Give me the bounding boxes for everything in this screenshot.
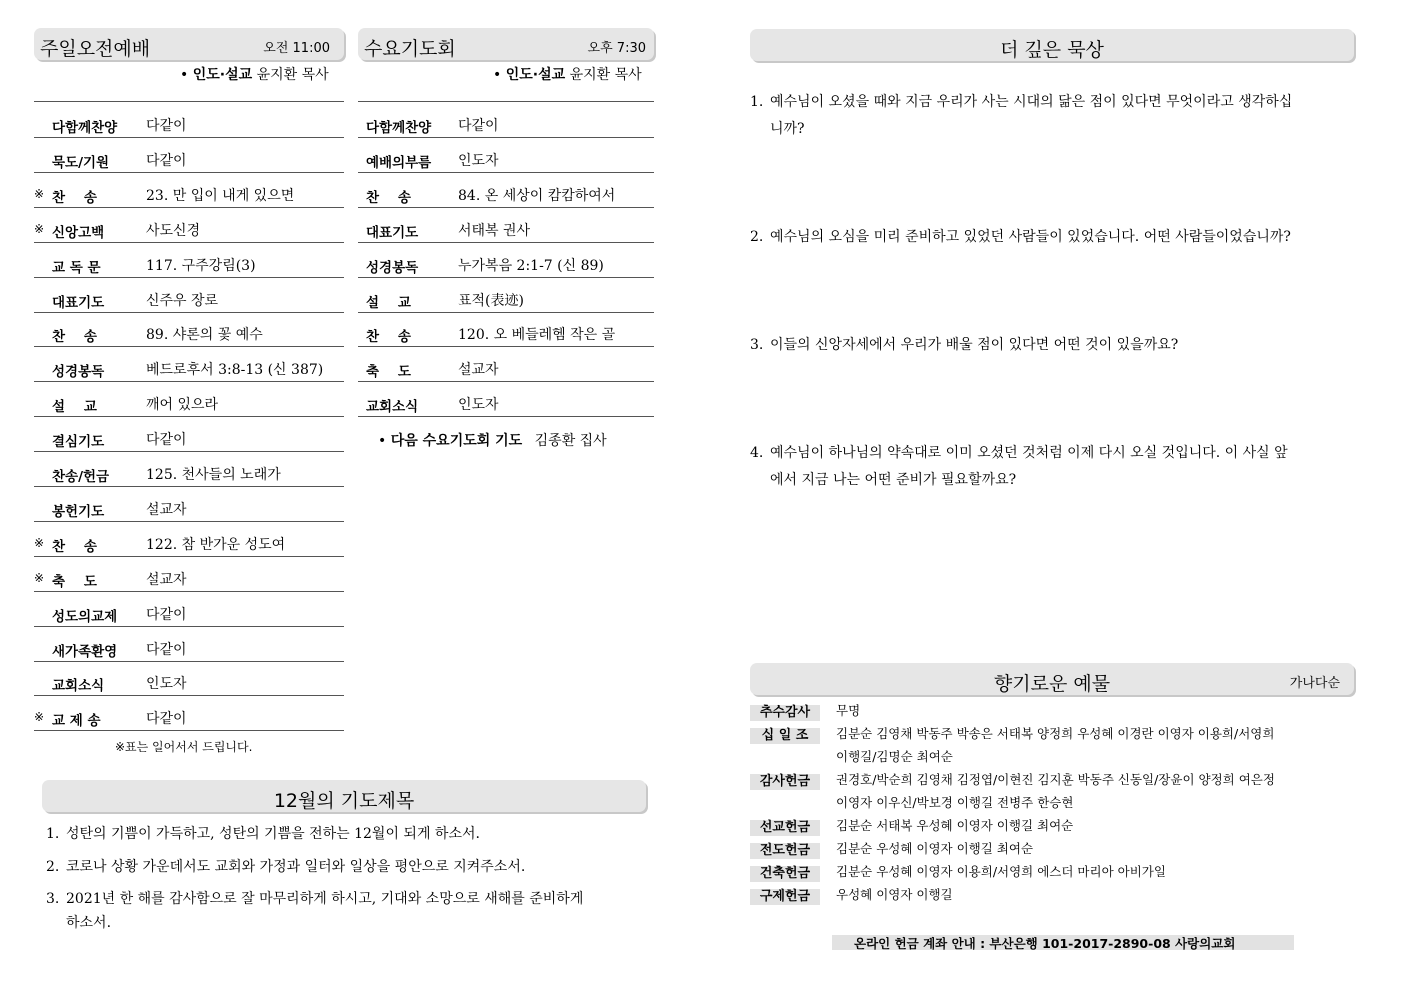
- sunday-time: 오전 11:00: [263, 41, 330, 56]
- prayer-item-line: 하소서.: [66, 915, 112, 931]
- meditation-question-line: 예수님이 오셨을 때와 지금 우리가 사는 시대의 닮은 점이 있다면 무엇이라고 생각하십: [770, 94, 1293, 110]
- prayer-item-line: 2021년 한 해를 감사함으로 잘 마무리하게 하시고, 기대와 소망으로 새해를 준비하게: [66, 891, 584, 907]
- wednesday-leader-name: 윤지환 목사: [569, 67, 642, 83]
- sunday-order-value: 다같이: [146, 711, 187, 728]
- wednesday-order-label: 찬 송: [366, 189, 411, 206]
- offering-label: 선교헌금: [750, 820, 820, 836]
- offering-names-line: 김분순 김영채 박동주 박송은 서태복 양정희 우성혜 이경란 이영자 이용희/서영희: [836, 726, 1275, 741]
- sunday-order-value: 인도자: [146, 676, 187, 693]
- sunday-order-row: [34, 242, 344, 278]
- sunday-order-label: 교회소식: [52, 678, 105, 695]
- sunday-title: 주일오전예배: [40, 38, 151, 60]
- prayer-item-number: 2.: [46, 859, 60, 875]
- wednesday-order-value: 84. 온 세상이 캄캄하여서: [458, 187, 616, 204]
- wednesday-order-row: [358, 137, 654, 173]
- sunday-order-label: 교 제 송: [52, 713, 101, 730]
- wednesday-title: 수요기도회: [364, 38, 456, 60]
- prayer-item: [46, 855, 646, 879]
- offering-header: [750, 663, 1354, 695]
- sunday-order-label: 다함께찬양: [52, 120, 118, 136]
- wednesday-order-row: [358, 346, 654, 382]
- meditation-question-number: 4.: [750, 445, 764, 461]
- sunday-order-label: 봉헌기도: [52, 503, 105, 520]
- sunday-order-value: 깨어 있으라: [146, 397, 219, 414]
- sunday-order-value: 다같이: [146, 118, 187, 134]
- sunday-order-label: 결심기도: [52, 434, 105, 451]
- next-prayer: • 다음 수요기도회 기도 김종환 집사: [378, 433, 607, 449]
- wednesday-order-label: 축 도: [366, 364, 411, 381]
- meditation-question-number: 2.: [750, 229, 764, 245]
- wednesday-order-label: 예배의부름: [366, 154, 432, 171]
- sunday-order-row: [34, 591, 344, 627]
- sunday-order-label: 대표기도: [52, 294, 105, 311]
- wednesday-order-label: 교회소식: [366, 399, 419, 416]
- sunday-order-value: 89. 샤론의 꽃 예수: [146, 327, 263, 344]
- sunday-order-label: 성경봉독: [52, 364, 105, 381]
- standing-mark: ※: [34, 186, 45, 201]
- sunday-order-label: 찬송/헌금: [52, 469, 110, 485]
- wednesday-order-label: 성경봉독: [366, 259, 419, 276]
- offering-names-line: 이영자 이우신/박보경 이행길 전병주 한승현: [836, 795, 1074, 810]
- sunday-order-row: [34, 626, 344, 662]
- meditation-question: [750, 332, 1356, 359]
- offering-label: 십 일 조: [750, 728, 820, 744]
- wednesday-header: [358, 28, 654, 60]
- wednesday-leader-label: 인도·설교: [505, 67, 566, 83]
- next-prayer-name: 김종환 집사: [534, 433, 607, 449]
- sunday-order-row: [34, 381, 344, 417]
- wednesday-order-label: 찬 송: [366, 329, 411, 346]
- wednesday-order-value: 누가복음 2:1-7 (신 89): [458, 257, 604, 274]
- sunday-order-value: 125. 천사들의 노래가: [146, 467, 281, 483]
- sunday-order-label: 묵도/기원: [52, 154, 110, 171]
- meditation-question-line: 이들의 신앙자세에서 우리가 배울 점이 있다면 어떤 것이 있을까요?: [770, 337, 1179, 353]
- wednesday-time: 오후 7:30: [587, 41, 646, 56]
- standing-mark: ※: [34, 535, 45, 550]
- sunday-order-value: 베드로후서 3:8-13 (신 387): [146, 362, 324, 379]
- prayer-item: [46, 822, 646, 846]
- meditation-question-number: 1.: [750, 94, 764, 110]
- sunday-order-value: 122. 참 반가운 성도여: [146, 536, 286, 553]
- wednesday-order-value: 다같이: [458, 118, 499, 134]
- offering-names-line: 김분순 우성혜 이영자 이용희/서영희 에스더 마리아 아비가일: [836, 864, 1166, 879]
- standing-mark: ※: [34, 710, 45, 725]
- wednesday-order-label: 대표기도: [366, 224, 419, 241]
- account-info: [832, 935, 1294, 950]
- sunday-order-value: 다같이: [146, 432, 187, 449]
- offering-names: [836, 699, 860, 722]
- sunday-order-label: 성도의교제: [52, 608, 118, 625]
- sunday-leader-name: 윤지환 목사: [256, 67, 329, 83]
- sunday-order-row: [34, 172, 344, 208]
- next-prayer-label: 다음 수요기도회 기도: [390, 433, 523, 449]
- sunday-order-value: 설교자: [146, 501, 187, 518]
- wednesday-order-row: [358, 311, 654, 347]
- wednesday-order-value: 인도자: [458, 397, 499, 414]
- meditation-header: [750, 29, 1354, 61]
- offering-names-line: 권경호/박순희 김영채 김정엽/이현진 김지훈 박동주 신동일/장윤이 양정희 여은정: [836, 772, 1275, 787]
- sunday-order-row: [34, 486, 344, 522]
- sunday-order-value: 다같이: [146, 606, 187, 623]
- meditation-question-line: 예수님이 하나님의 약속대로 이미 오셨던 것처럼 이제 다시 오실 것입니다. 이 사실 앞: [770, 445, 1288, 461]
- sunday-order-label: 찬 송: [52, 189, 97, 206]
- wednesday-order-row: [358, 207, 654, 243]
- wednesday-order-row: [358, 381, 654, 417]
- sunday-order-value: 23. 만 입이 내게 있으면: [146, 187, 295, 204]
- sunday-order-value: 사도신경: [146, 222, 201, 239]
- sunday-order-value: 다같이: [146, 152, 187, 169]
- offering-names: [836, 814, 1073, 837]
- meditation-question: [750, 440, 1356, 494]
- offering-label: 전도헌금: [750, 843, 820, 859]
- sunday-leader: • 인도·설교 윤지환 목사: [180, 67, 329, 83]
- wednesday-order-value: 표적(表迹): [458, 292, 524, 309]
- sunday-order-row: [34, 277, 344, 313]
- offering-label: 건축헌금: [750, 866, 820, 882]
- prayer-item-number: 3.: [46, 891, 60, 907]
- sunday-order-row: [34, 102, 344, 138]
- meditation-question: [750, 224, 1356, 251]
- wednesday-order-label: 다함께찬양: [366, 120, 432, 136]
- sunday-order-label: 찬 송: [52, 538, 97, 555]
- wednesday-order-value: 서태복 권사: [458, 222, 531, 239]
- sunday-order-row: [34, 207, 344, 243]
- wednesday-leader: • 인도·설교 윤지환 목사: [493, 67, 642, 83]
- prayer-item: [46, 887, 646, 935]
- prayer-item-line: 성탄의 기쁨이 가득하고, 성탄의 기쁨을 전하는 12월이 되게 하소서.: [66, 826, 480, 842]
- sunday-order-value: 다같이: [146, 641, 187, 658]
- sunday-order-label: 교 독 문: [52, 259, 101, 276]
- offering-names: [836, 722, 1274, 768]
- wednesday-order-row: [358, 277, 654, 313]
- wednesday-order-value: 120. 오 베들레헴 작은 골: [458, 327, 616, 344]
- wednesday-order-row: [358, 102, 654, 138]
- offering-names-line: 우성혜 이영자 이행길: [836, 887, 953, 902]
- offering-label: 추수감사: [750, 705, 820, 721]
- sunday-header: [34, 28, 344, 60]
- prayer-item-number: 1.: [46, 826, 60, 842]
- sunday-order-value: 신주우 장로: [146, 292, 219, 309]
- wednesday-order-value: 설교자: [458, 362, 499, 379]
- sunday-order-row: [34, 311, 344, 347]
- offering-names-line: 이행길/김명순 최여순: [836, 749, 953, 764]
- offering-names-line: 김분순 서태복 우성혜 이영자 이행길 최여순: [836, 818, 1074, 833]
- sunday-order-row: [34, 521, 344, 557]
- sunday-order-row: [34, 416, 344, 452]
- prayer-title: 12월의 기도제목: [273, 790, 415, 812]
- offering-label: 구제헌금: [750, 889, 820, 905]
- sunday-order-label: 새가족환영: [52, 643, 118, 660]
- offering-names: [836, 837, 1033, 860]
- sunday-order-value: 설교자: [146, 571, 187, 588]
- wednesday-order-row: [358, 242, 654, 278]
- sunday-order-row: [34, 695, 344, 731]
- sunday-order-row: [34, 660, 344, 696]
- sunday-order-label: 신앙고백: [52, 224, 105, 241]
- standing-mark: ※: [34, 570, 45, 585]
- sunday-order-label: 축 도: [52, 573, 97, 590]
- offering-order-note: 가나다순: [1289, 676, 1340, 691]
- sunday-order-row: [34, 556, 344, 592]
- offering-names-line: 무명: [836, 703, 861, 718]
- meditation-question-line: 에서 지금 나는 어떤 준비가 필요할까요?: [770, 472, 1017, 488]
- offering-names: [836, 768, 1275, 814]
- offering-names-line: 김분순 우성혜 이영자 이행길 최여순: [836, 841, 1034, 856]
- standing-mark: ※: [34, 221, 45, 236]
- account-text: 온라인 헌금 계좌 안내 : 부산은행 101-2017-2890-08 사랑의교회: [854, 936, 1236, 951]
- sunday-order-row: [34, 451, 344, 487]
- offering-title: 향기로운 예물: [993, 673, 1111, 695]
- prayer-header: [42, 780, 646, 812]
- meditation-question-number: 3.: [750, 337, 764, 353]
- offering-names: [836, 883, 953, 906]
- wednesday-order-label: 설 교: [366, 294, 411, 311]
- offering-names: [836, 860, 1166, 883]
- wednesday-order-row: [358, 172, 654, 208]
- sunday-order-label: 설 교: [52, 399, 97, 416]
- meditation-question-line: 니까?: [770, 121, 805, 137]
- sunday-order-row: [34, 346, 344, 382]
- meditation-question-line: 예수님의 오심을 미리 준비하고 있었던 사람들이 있었습니다. 어떤 사람들이었습니까?: [770, 229, 1291, 245]
- sunday-order-label: 찬 송: [52, 329, 97, 346]
- meditation-question: [750, 89, 1356, 143]
- sunday-order-row: [34, 137, 344, 173]
- wednesday-order-value: 인도자: [458, 152, 499, 169]
- prayer-item-line: 코로나 상황 가운데서도 교회와 가정과 일터와 일상을 평안으로 지켜주소서.: [66, 859, 526, 875]
- sunday-leader-label: 인도·설교: [192, 67, 253, 83]
- sunday-order-value: 117. 구주강림(3): [146, 257, 256, 274]
- meditation-title: 더 깊은 묵상: [1000, 39, 1104, 61]
- offering-label: 감사헌금: [750, 774, 820, 790]
- standing-note: ※표는 일어서서 드립니다.: [115, 740, 253, 754]
